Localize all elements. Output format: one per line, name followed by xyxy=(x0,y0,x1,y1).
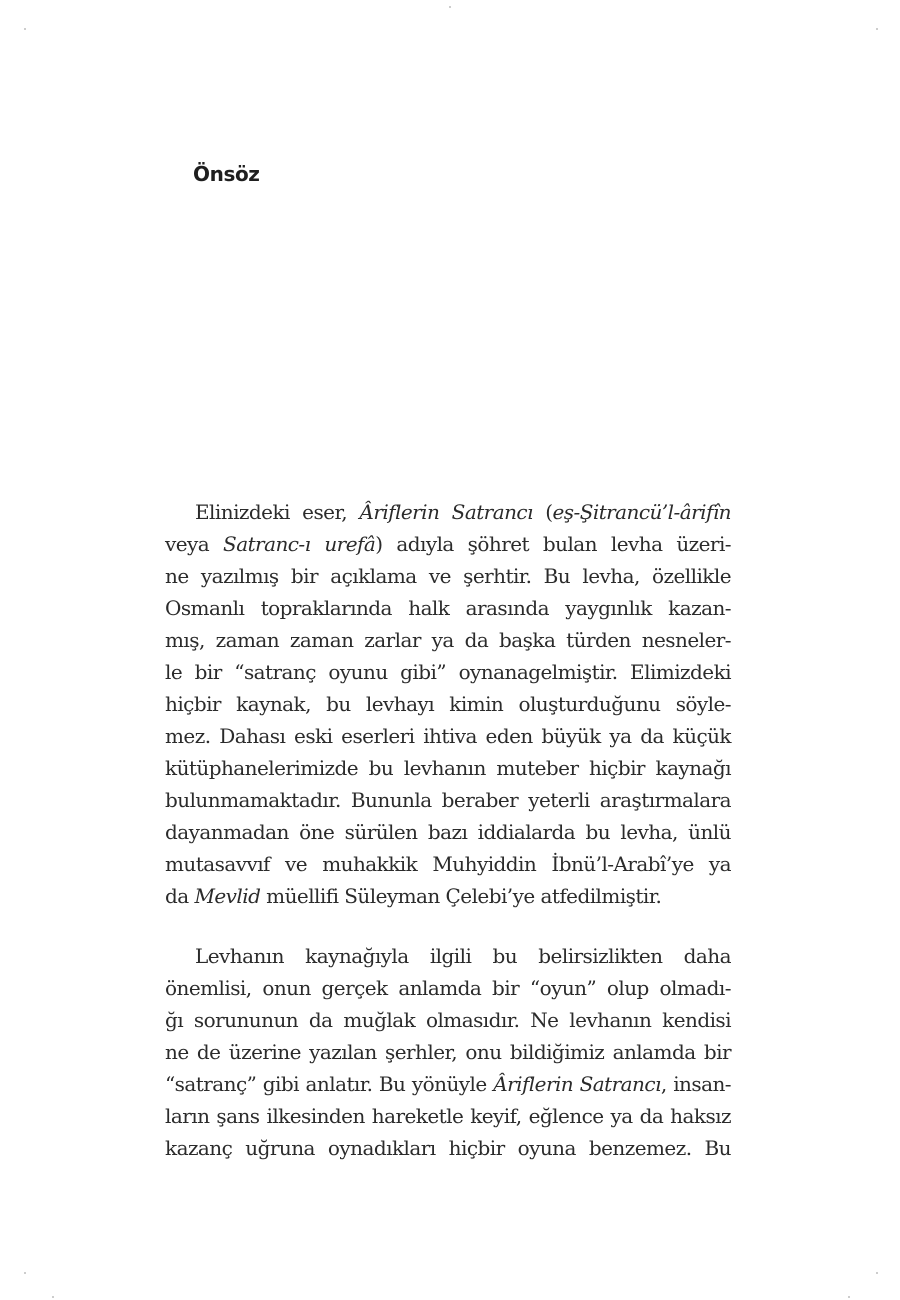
text-segment: dayanmadan öne sürülen bazı iddialarda bu levha, ünlü xyxy=(165,820,731,844)
text-line xyxy=(165,656,731,688)
italic-title: eş-Şitrancü’l-ârifîn xyxy=(552,500,731,524)
text-line xyxy=(165,720,731,752)
italic-title: Mevlid xyxy=(194,884,261,908)
text-line xyxy=(165,940,731,972)
text-line xyxy=(165,688,731,720)
text-line xyxy=(165,784,731,816)
text-segment: “satranç” gibi anlatır. Bu yönüyle xyxy=(165,1072,494,1096)
text-segment: kazanç uğruna oynadıkları hiçbir oyuna benzemez. Bu xyxy=(165,1136,731,1160)
text-segment: Elinizdeki eser, xyxy=(195,500,360,524)
text-segment: veya xyxy=(165,532,224,556)
crop-mark-bottom-right xyxy=(876,1272,878,1274)
crop-mark-bottom-left xyxy=(24,1272,26,1274)
text-segment: Levhanın kaynağıyla ilgili bu belirsizlikten daha xyxy=(195,944,731,968)
text-line xyxy=(165,972,731,1004)
text-line xyxy=(165,816,731,848)
text-line xyxy=(165,848,731,880)
crop-mark-top-left xyxy=(24,28,26,30)
text-segment: le bir “satranç oyunu gibi” oynanagelmiştir. Elimizdeki xyxy=(165,660,731,684)
text-segment: mış, zaman zaman zarlar ya da başka türden nesneler- xyxy=(165,628,731,652)
text-segment: ların şans ilkesinden hareketle keyif, eğlence ya da haksız xyxy=(165,1104,731,1128)
text-line xyxy=(165,1068,731,1100)
text-segment: bulunmamaktadır. Bununla beraber yeterli araştırmalara xyxy=(165,788,731,812)
crop-mark-bottom-center-left xyxy=(52,1296,54,1298)
crop-mark-top-center xyxy=(449,6,451,8)
text-segment: önemlisi, onun gerçek anlamda bir “oyun” olup olmadı- xyxy=(165,976,731,1000)
text-segment: ( xyxy=(532,500,553,524)
italic-title: Âriflerin Satrancı xyxy=(359,500,533,524)
text-segment: hiçbir kaynak, bu levhayı kimin oluşturduğunu söyle- xyxy=(165,692,731,716)
crop-mark-bottom-center-right xyxy=(848,1296,850,1298)
text-line xyxy=(165,752,731,784)
text-line xyxy=(165,1100,731,1132)
paragraph-2 xyxy=(165,940,731,1164)
text-segment: kütüphanelerimizde bu levhanın muteber hiçbir kaynağı xyxy=(165,756,731,780)
page-title: Önsöz xyxy=(193,162,260,186)
text-line xyxy=(165,496,731,528)
text-line xyxy=(165,1036,731,1068)
text-segment: ne yazılmış bir açıklama ve şerhtir. Bu levha, özellikle xyxy=(165,564,731,588)
italic-title: Âriflerin Satrancı xyxy=(493,1072,661,1096)
text-segment: Osmanlı topraklarında halk arasında yaygınlık kazan- xyxy=(165,596,731,620)
text-line xyxy=(165,1004,731,1036)
text-segment: müellifi Süleyman Çelebi’ye atfedilmiştir. xyxy=(260,884,662,908)
text-line xyxy=(165,528,731,560)
text-segment: mutasavvıf ve muhakkik Muhyiddin İbnü’l-Arabî’ye ya xyxy=(165,852,731,876)
text-segment: mez. Dahası eski eserleri ihtiva eden büyük ya da küçük xyxy=(165,724,731,748)
text-segment: , insan- xyxy=(660,1072,731,1096)
paragraph-1 xyxy=(165,496,731,912)
text-line xyxy=(165,560,731,592)
text-segment: ne de üzerine yazılan şerhler, onu bildiğimiz anlamda bir xyxy=(165,1040,731,1064)
text-segment: ğı sorununun da muğlak olmasıdır. Ne levhanın kendisi xyxy=(165,1008,731,1032)
text-segment: da xyxy=(165,884,195,908)
text-line xyxy=(165,1132,731,1164)
crop-mark-top-right xyxy=(876,28,878,30)
text-segment: ) adıyla şöhret bulan levha üzeri- xyxy=(375,532,731,556)
italic-title: Satranc-ı urefâ xyxy=(223,532,376,556)
text-line xyxy=(165,624,731,656)
text-line xyxy=(165,592,731,624)
text-line xyxy=(165,880,731,912)
